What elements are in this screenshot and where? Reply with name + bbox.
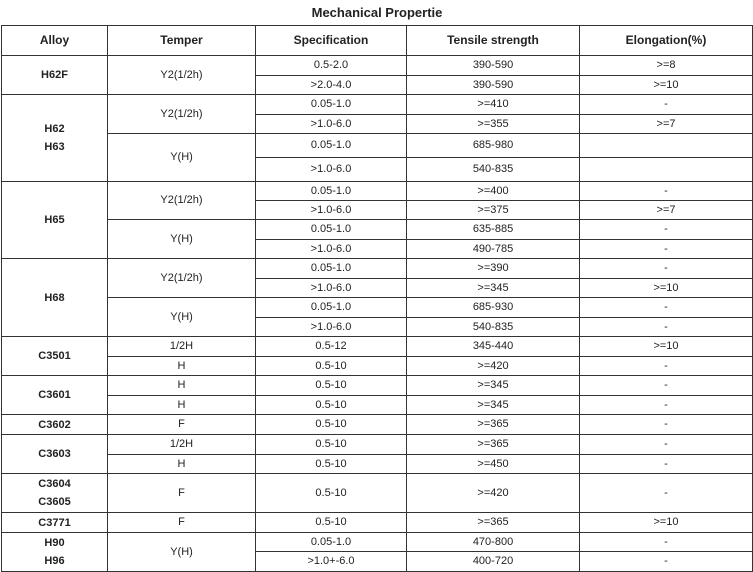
tensile-strength-cell: 685-930: [407, 298, 580, 318]
tensile-strength-cell: >=420: [407, 357, 580, 376]
specification-cell: >1.0-6.0: [256, 240, 407, 259]
tensile-strength-cell: 470-800: [407, 533, 580, 552]
elongation-cell: [580, 134, 753, 158]
temper-cell: Y2(1/2h): [108, 259, 256, 298]
specification-cell: >1.0-6.0: [256, 158, 407, 182]
alloy-name: H96: [44, 555, 65, 567]
temper-cell: Y(H): [108, 220, 256, 259]
temper-cell: H: [108, 357, 256, 376]
header-alloy: Alloy: [2, 26, 108, 56]
table-row: [2, 298, 753, 318]
table-row: [2, 513, 753, 533]
alloy-name: H68: [44, 291, 65, 304]
alloy-name: C3604: [38, 478, 71, 490]
temper-cell: H: [108, 376, 256, 396]
specification-cell: 0.5-2.0: [256, 56, 407, 76]
alloy-name: C3605: [38, 496, 71, 508]
specification-cell: >1.0-6.0: [256, 279, 407, 298]
elongation-cell: -: [580, 474, 753, 513]
specification-cell: 0.05-1.0: [256, 182, 407, 201]
table-row: [2, 455, 753, 474]
tensile-strength-cell: 345-440: [407, 337, 580, 357]
temper-cell: Y2(1/2h): [108, 95, 256, 134]
tensile-strength-cell: >=355: [407, 115, 580, 134]
mechanical-properties-table: [1, 0, 753, 572]
elongation-cell: >=10: [580, 337, 753, 357]
elongation-cell: -: [580, 95, 753, 115]
elongation-cell: >=10: [580, 76, 753, 95]
alloy-name: C3501: [38, 350, 71, 362]
elongation-cell: -: [580, 415, 753, 435]
table-row: [2, 357, 753, 376]
specification-cell: 0.5-10: [256, 415, 407, 435]
elongation-cell: -: [580, 376, 753, 396]
tensile-strength-cell: 390-590: [407, 76, 580, 95]
tensile-strength-cell: 635-885: [407, 220, 580, 240]
tensile-strength-cell: 490-785: [407, 240, 580, 259]
specification-cell: 0.05-1.0: [256, 134, 407, 158]
elongation-cell: -: [580, 182, 753, 201]
table-row: [2, 415, 753, 435]
alloy-cell: [2, 474, 108, 513]
temper-cell: Y(H): [108, 134, 256, 182]
alloy-cell: [2, 182, 108, 259]
table-row: [2, 435, 753, 455]
tensile-strength-cell: >=365: [407, 435, 580, 455]
alloy-cell: [2, 56, 108, 95]
alloy-name: H62: [44, 123, 65, 135]
specification-cell: 0.5-10: [256, 396, 407, 415]
elongation-cell: -: [580, 357, 753, 376]
alloy-name: C3603: [38, 448, 71, 460]
tensile-strength-cell: 400-720: [407, 552, 580, 572]
tensile-strength-cell: 540-835: [407, 158, 580, 182]
temper-cell: Y(H): [108, 298, 256, 337]
alloy-name: H65: [44, 214, 65, 226]
specification-cell: 0.5-10: [256, 513, 407, 533]
header-specification: Specification: [256, 26, 407, 56]
elongation-cell: >=10: [580, 513, 753, 533]
tensile-strength-cell: 390-590: [407, 56, 580, 76]
alloy-name: C3602: [38, 418, 71, 431]
tensile-strength-cell: >=345: [407, 376, 580, 396]
temper-cell: H: [108, 396, 256, 415]
title-row: [2, 0, 753, 26]
tensile-strength-cell: >=410: [407, 95, 580, 115]
specification-cell: 0.5-12: [256, 337, 407, 357]
header-elongation: Elongation(%): [580, 26, 753, 56]
table-row: [2, 533, 753, 552]
elongation-cell: >=7: [580, 115, 753, 134]
table-row: [2, 56, 753, 76]
temper-cell: 1/2H: [108, 435, 256, 455]
specification-cell: 0.5-10: [256, 435, 407, 455]
specification-cell: 0.05-1.0: [256, 220, 407, 240]
specification-cell: 0.5-10: [256, 376, 407, 396]
elongation-cell: -: [580, 259, 753, 279]
alloy-cell: [2, 95, 108, 182]
alloy-name: C3771: [38, 516, 71, 529]
alloy-name: H62F: [41, 69, 68, 81]
tensile-strength-cell: 540-835: [407, 318, 580, 337]
specification-cell: 0.05-1.0: [256, 259, 407, 279]
elongation-cell: >=8: [580, 56, 753, 76]
tensile-strength-cell: >=450: [407, 455, 580, 474]
tensile-strength-cell: >=365: [407, 415, 580, 435]
specification-cell: >1.0-6.0: [256, 318, 407, 337]
tensile-strength-cell: >=365: [407, 513, 580, 533]
header-tensile-strength: Tensile strength: [407, 26, 580, 56]
temper-cell: Y2(1/2h): [108, 56, 256, 95]
specification-cell: >2.0-4.0: [256, 76, 407, 95]
elongation-cell: -: [580, 298, 753, 318]
elongation-cell: -: [580, 552, 753, 572]
specification-cell: 0.5-10: [256, 474, 407, 513]
alloy-name: C3601: [38, 389, 71, 401]
tensile-strength-cell: >=420: [407, 474, 580, 513]
temper-cell: F: [108, 415, 256, 435]
table-row: [2, 259, 753, 279]
alloy-cell: [2, 435, 108, 474]
elongation-cell: >=10: [580, 279, 753, 298]
temper-cell: H: [108, 455, 256, 474]
table-row: [2, 337, 753, 357]
specification-cell: >1.0-6.0: [256, 201, 407, 220]
table-row: [2, 134, 753, 158]
elongation-cell: -: [580, 220, 753, 240]
table-row: [2, 220, 753, 240]
alloy-cell: [2, 337, 108, 376]
specification-cell: 0.05-1.0: [256, 95, 407, 115]
specification-cell: 0.5-10: [256, 455, 407, 474]
specification-cell: 0.05-1.0: [256, 298, 407, 318]
alloy-cell: [2, 513, 108, 533]
temper-cell: Y2(1/2h): [108, 182, 256, 220]
elongation-cell: -: [580, 396, 753, 415]
elongation-cell: >=7: [580, 201, 753, 220]
specification-cell: 0.5-10: [256, 357, 407, 376]
temper-cell: 1/2H: [108, 337, 256, 357]
alloy-cell: [2, 415, 108, 435]
table-row: [2, 376, 753, 396]
tensile-strength-cell: >=345: [407, 279, 580, 298]
elongation-cell: [580, 158, 753, 182]
header-temper: Temper: [108, 26, 256, 56]
tensile-strength-cell: 685-980: [407, 134, 580, 158]
elongation-cell: -: [580, 533, 753, 552]
alloy-cell: [2, 533, 108, 572]
table-title: Mechanical Propertie: [2, 0, 753, 26]
tensile-strength-cell: >=345: [407, 396, 580, 415]
temper-cell: F: [108, 474, 256, 513]
elongation-cell: -: [580, 455, 753, 474]
specification-cell: >1.0+-6.0: [256, 552, 407, 572]
temper-cell: F: [108, 513, 256, 533]
alloy-name: H63: [44, 141, 65, 153]
table-row: [2, 396, 753, 415]
specification-cell: >1.0-6.0: [256, 115, 407, 134]
table-row: [2, 95, 753, 115]
tensile-strength-cell: >=400: [407, 182, 580, 201]
table-row: [2, 474, 753, 513]
header-row: [2, 26, 753, 56]
alloy-cell: [2, 376, 108, 415]
specification-cell: 0.05-1.0: [256, 533, 407, 552]
tensile-strength-cell: >=390: [407, 259, 580, 279]
elongation-cell: -: [580, 435, 753, 455]
alloy-name: H90: [44, 537, 65, 549]
elongation-cell: -: [580, 318, 753, 337]
table-row: [2, 182, 753, 201]
alloy-cell: [2, 259, 108, 337]
temper-cell: Y(H): [108, 533, 256, 572]
tensile-strength-cell: >=375: [407, 201, 580, 220]
elongation-cell: -: [580, 240, 753, 259]
